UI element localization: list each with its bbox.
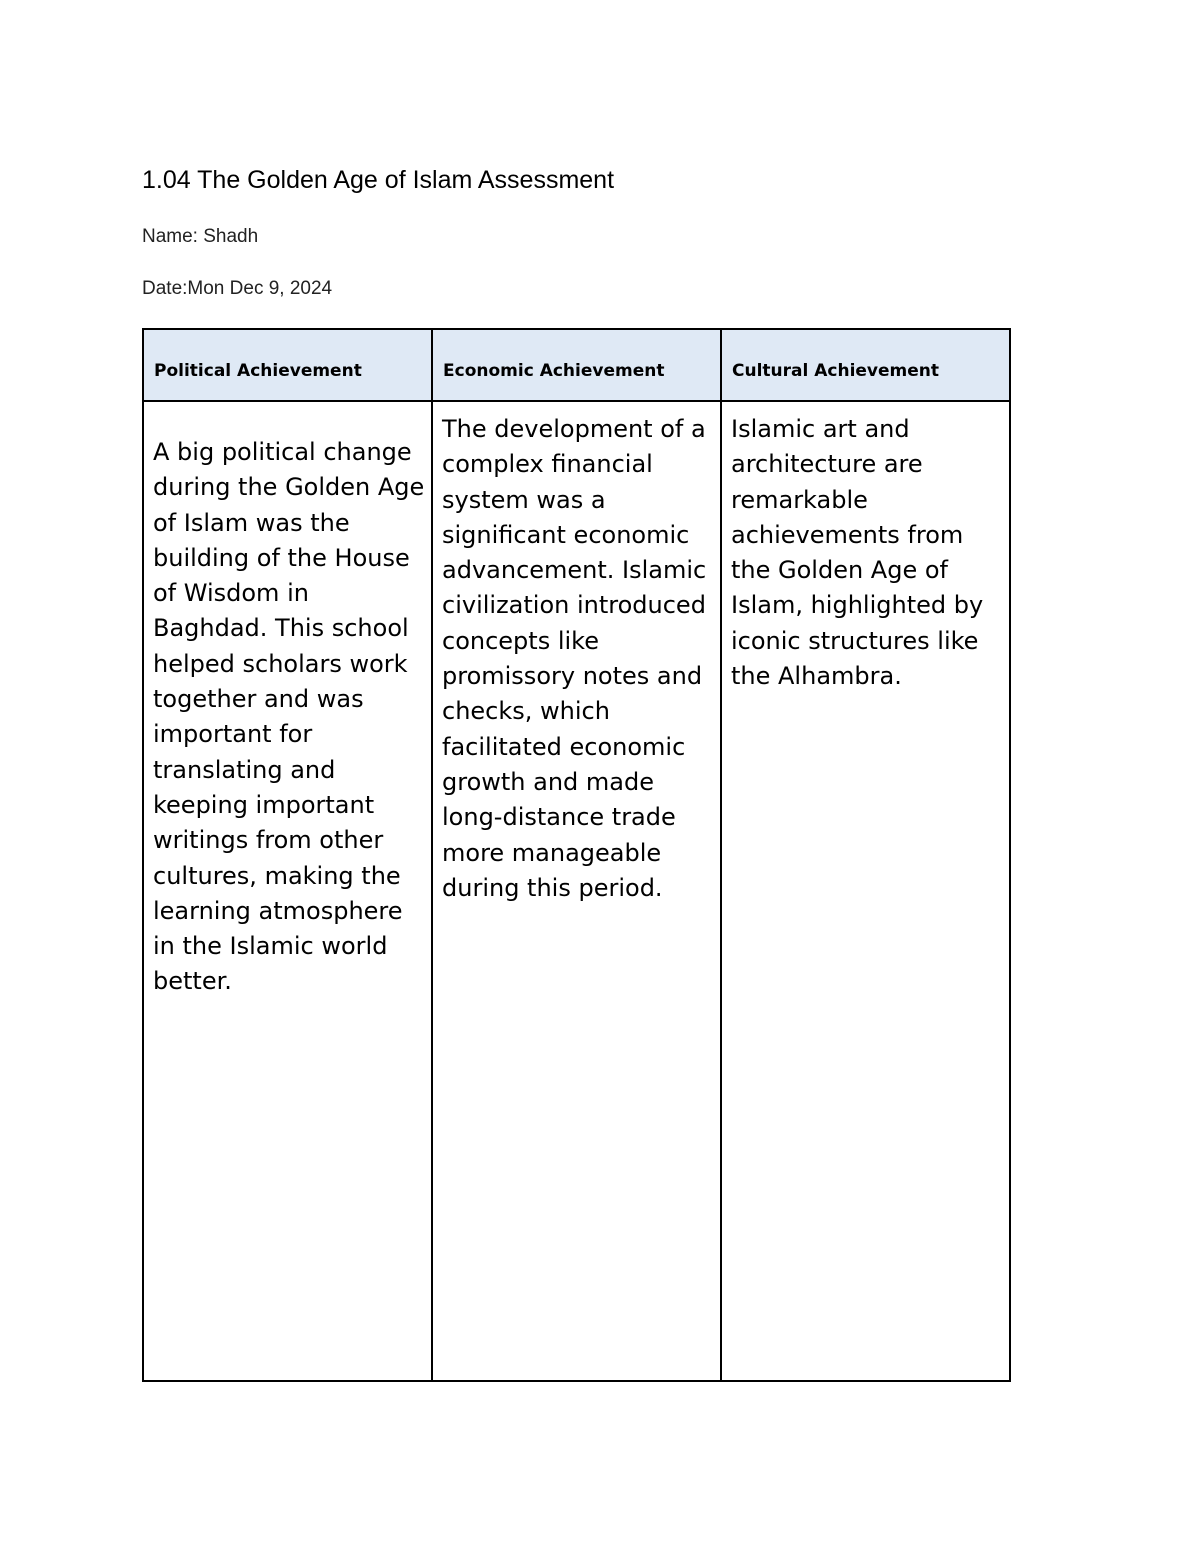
table-row: [143, 401, 1010, 1381]
header-cultural-achievement: Cultural Achievement: [721, 329, 1010, 401]
cell-political-achievement: [143, 401, 432, 1381]
economic-achievement-text: The development of a complex financial system was a significant economic advancement. Islamic civilization introduced concepts like promissory notes and checks, which facilitated economic growth and made long-distance trade more manageable during this period.: [442, 415, 707, 902]
header-economic-achievement: Economic Achievement: [432, 329, 721, 401]
assessment-date: Date:Mon Dec 9, 2024: [142, 278, 333, 299]
student-name: Name: Shadh: [142, 226, 259, 247]
page-title: 1.04 The Golden Age of Islam Assessment: [142, 166, 615, 194]
cell-cultural-achievement: [721, 401, 1010, 1381]
cultural-achievement-text: Islamic art and architecture are remarkable achievements from the Golden Age of Islam, highlighted by iconic structures like the Alhambra.: [731, 415, 984, 691]
header-political-achievement: Political Achievement: [143, 329, 432, 401]
table-header-row: [143, 329, 1010, 401]
cell-economic-achievement: [432, 401, 721, 1381]
achievements-table: [142, 328, 1011, 1382]
political-achievement-text: A big political change during the Golden Age of Islam was the building of the House of Wisdom in Baghdad. This school helped scholars work together and was important for translating and keeping important writings from other cultures, making the learning atmosphere in the Islamic world better.: [153, 438, 425, 996]
